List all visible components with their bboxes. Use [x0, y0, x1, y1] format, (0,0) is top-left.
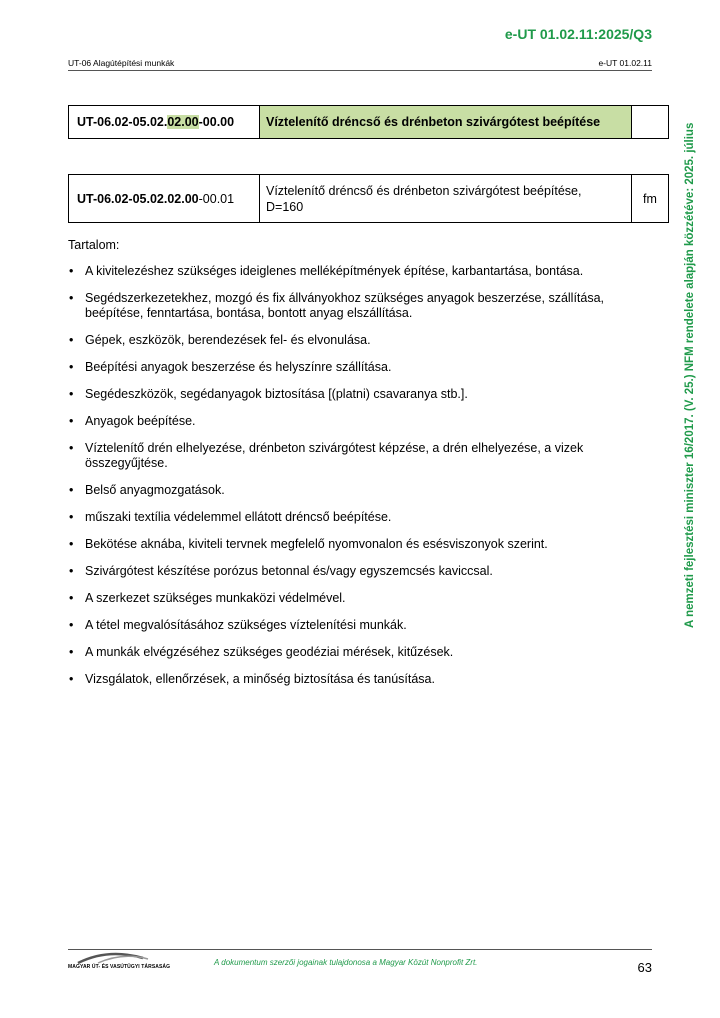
list-item: • A szerkezet szükséges munkaközi védelmével.	[68, 591, 658, 606]
list-item: • Víztelenítő drén elhelyezése, drénbeton szivárgótest képzése, a drén elhelyezése, a vizek összegyűjtése.	[68, 441, 658, 471]
item-group-table	[68, 105, 669, 139]
copyright-notice: A dokumentum szerzői jogainak tulajdonosa a Magyar Közút Nonprofit Zrt.	[214, 958, 478, 967]
page-number: 63	[637, 960, 652, 975]
company-logo	[68, 950, 171, 974]
list-item: • Szivárgótest készítése porózus betonnal és/vagy egyszemcsés kaviccsal.	[68, 564, 658, 579]
list-item: • A kivitelezéshez szükséges ideiglenes melléképítmények építése, karbantartása, bontása.	[68, 264, 658, 279]
logo-text: MAGYAR ÚT- ÉS VASÚTÜGYI TÁRSASÁG	[68, 964, 171, 970]
list-item: • műszaki textília védelemmel ellátott dréncső beépítése.	[68, 510, 658, 525]
section-title: UT-06 Alagútépítési munkák	[68, 58, 175, 68]
list-item: • Belső anyagmozgatások.	[68, 483, 658, 498]
item-code: UT-06.02-05.02.02.00-00.01	[69, 175, 260, 223]
list-item: • Segédszerkezetekhez, mozgó és fix állványokhoz szükséges anyagok beszerzése, szállítása, beépítése, fenntartása, bontása, bontott anyag elszállítása.	[68, 291, 658, 321]
publication-note: A nemzeti fejlesztési miniszter 16/2017. (V. 25.) NFM rendelete alapján közzétéve: 2025. július	[684, 122, 696, 628]
list-item: • Segédeszközök, segédanyagok biztosítása [(platni) csavaranya stb.].	[68, 387, 658, 402]
item-table	[68, 174, 669, 223]
content-label: Tartalom:	[68, 238, 120, 252]
content-list	[68, 264, 658, 699]
list-item: • A tétel megvalósításához szükséges víztelenítési munkák.	[68, 618, 658, 633]
item-group-title: Víztelenítő dréncső és drénbeton szivárgótest beépítése	[260, 106, 632, 139]
list-item: • Gépek, eszközök, berendezések fel- és elvonulása.	[68, 333, 658, 348]
item-group-empty-cell	[632, 106, 669, 139]
list-item: • Anyagok beépítése.	[68, 414, 658, 429]
list-item: • Bekötése aknába, kiviteli tervnek megfelelő nyomvonalon és esésviszonyok szerint.	[68, 537, 658, 552]
document-code: e-UT 01.02.11:2025/Q3	[504, 26, 652, 42]
item-description: Víztelenítő dréncső és drénbeton szivárgótest beépítése, D=160	[260, 175, 632, 223]
list-item: • Vizsgálatok, ellenőrzések, a minőség biztosítása és tanúsítása.	[68, 672, 658, 687]
item-group-code: UT-06.02-05.02.02.00-00.00	[69, 106, 260, 139]
logo-swoosh-icon	[68, 950, 168, 964]
list-item: • A munkák elvégzéséhez szükséges geodéziai mérések, kitűzések.	[68, 645, 658, 660]
header-divider	[68, 70, 652, 71]
item-unit: fm	[632, 175, 669, 223]
list-item: • Beépítési anyagok beszerzése és helyszínre szállítása.	[68, 360, 658, 375]
document-reference: e-UT 01.02.11	[598, 58, 652, 68]
